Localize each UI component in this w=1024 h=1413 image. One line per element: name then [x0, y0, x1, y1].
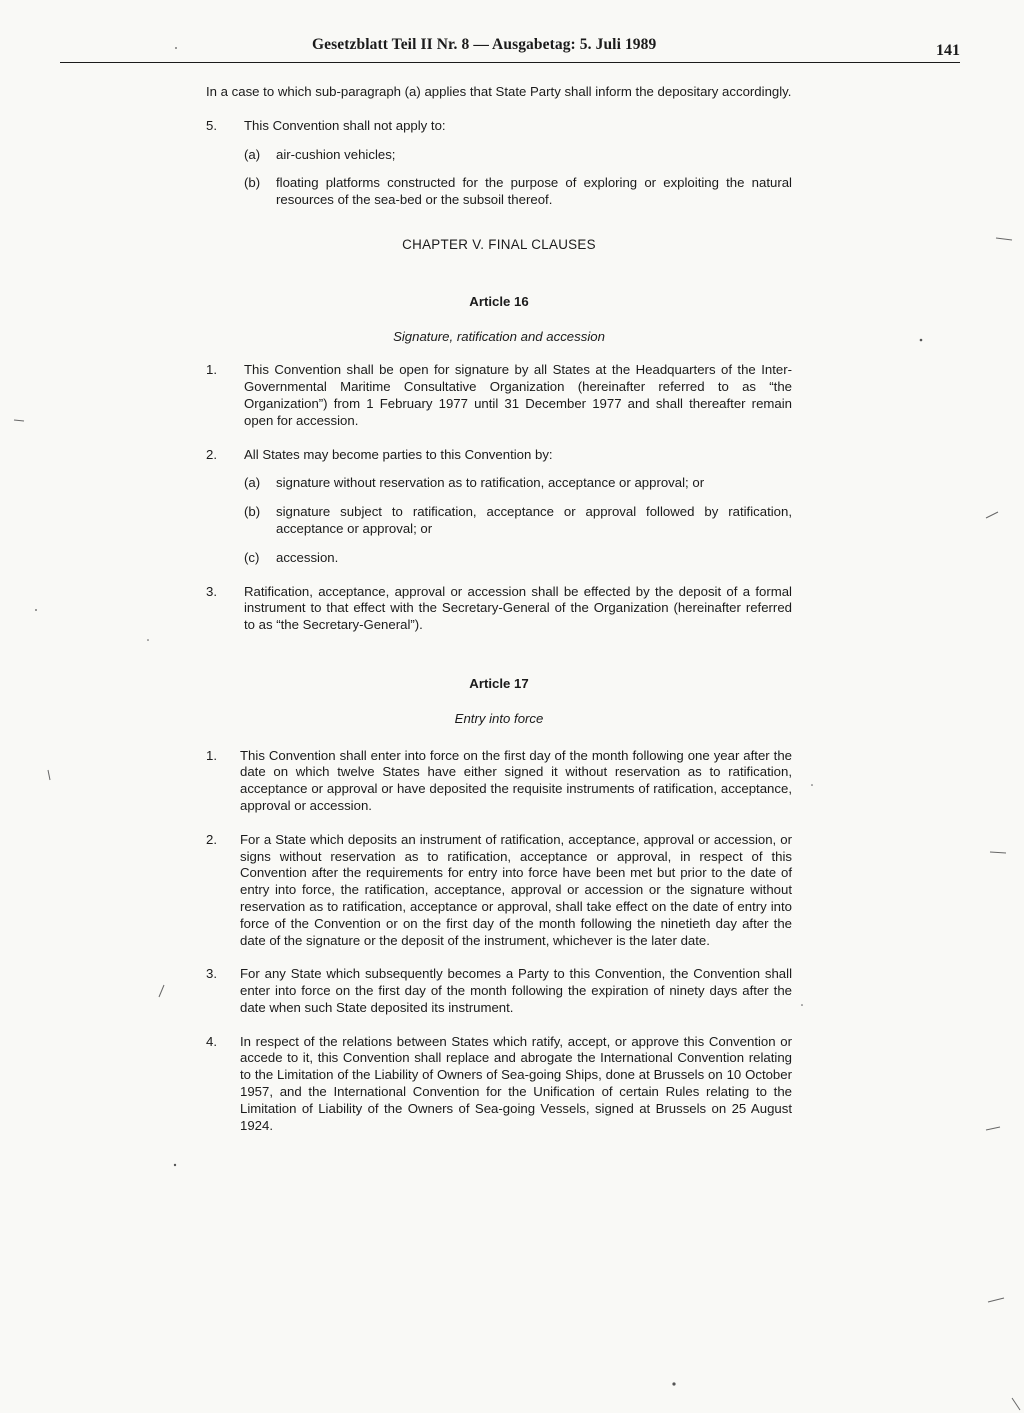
article-17-paragraph-3 — [206, 966, 792, 1016]
article-17-paragraph-4 — [206, 1034, 792, 1135]
item-label: (b) — [244, 175, 261, 191]
article-17-heading: Article 17 — [469, 675, 529, 691]
item-text: accession. — [276, 549, 339, 565]
scan-speck — [801, 1004, 803, 1006]
paragraph-text: For a State which deposits an instrument of ratification, acceptance, approval or accession, or signs without reservation as to ratification, acceptance or approval, in respect of this Convention after the requirements for entry into force have been met but prior to the date of entry into force, the ratification, acceptance, approval or accession or the signature without reservation as to ratification, acceptance or approval, shall take effect on the date of entry into force of the Convention or on the first day of the month following the ninetieth day after the date of the signature or the deposit of the instrument, whichever is the later date. — [240, 831, 792, 948]
scan-speck — [811, 784, 813, 786]
scan-mark — [48, 770, 50, 780]
header-rule — [60, 62, 960, 63]
scan-mark — [1012, 1398, 1020, 1410]
paragraph-text: For any State which subsequently becomes a Party to this Convention, the Convention shall enter into force on the first day of the month following the expiration of ninety days after the date when such State deposited its instrument. — [240, 966, 792, 1015]
item-label: (a) — [244, 146, 261, 162]
page-number: 141 — [936, 42, 960, 59]
list-item-2a — [244, 475, 792, 492]
paragraph-text: All States may become parties to this Convention by: — [244, 446, 553, 462]
item-text: air-cushion vehicles; — [276, 146, 396, 162]
intro-paragraph: In a case to which sub-paragraph (a) applies that State Party shall inform the depositary accordingly. — [206, 84, 792, 99]
document-body — [206, 84, 792, 1151]
list-item-5b — [244, 175, 792, 209]
paragraph-number: 2. — [206, 831, 217, 847]
item-label: (a) — [244, 475, 261, 491]
scan-mark — [990, 852, 1006, 853]
paragraph-number: 5. — [206, 117, 217, 133]
paragraph-text: This Convention shall be open for signature by all States at the Headquarters of the Inter-Governmental Maritime Consultative Organization (hereinafter referred to as “the Organization”) from 1 February 1977 until 31 December 1977 and shall thereafter remain open for accession. — [244, 362, 792, 428]
scan-mark — [986, 512, 998, 518]
paragraph-number: 3. — [206, 966, 217, 982]
paragraph-5 — [206, 118, 792, 135]
paragraph-text: This Convention shall not apply to: — [244, 117, 446, 133]
scan-speck — [672, 1382, 675, 1385]
paragraph-text: This Convention shall enter into force on the first day of the month following one year after the date on which twelve States have either signed it without reservation as to ratification, acceptance or approval or have deposited the requisite instruments of ratification, acceptance, approval or accession. — [240, 747, 792, 813]
paragraph-text: In respect of the relations between States which ratify, accept, or approve this Convention or accede to it, this Convention shall replace and abrogate the International Convention relating to the Limitation of the Liability of Owners of Sea-going Ships, done at Brussels on 10 October 1957, and the International Convention for the Unification of certain Rules relating to the Limitation of Liability of the Owners of Sea-going Vessels, signed at Brussels on 25 August 1924. — [240, 1033, 792, 1133]
item-text: signature subject to ratification, acceptance or approval followed by ratification, acceptance or approval; or — [276, 504, 792, 536]
list-item-2c — [244, 550, 792, 567]
scan-speck — [174, 1164, 176, 1166]
paragraph-text: Ratification, acceptance, approval or accession shall be effected by the deposit of a formal instrument to that effect with the Secretary-General of the Organization (hereinafter referred to as “the Secretary-General”). — [244, 583, 792, 633]
item-label: (b) — [244, 504, 261, 520]
list-item-2b — [244, 504, 792, 538]
paragraph-number: 4. — [206, 1033, 217, 1049]
page-header — [60, 36, 960, 64]
article-16-paragraph-2 — [206, 447, 792, 464]
paragraph-number: 1. — [206, 747, 217, 763]
chapter-heading: CHAPTER V. FINAL CLAUSES — [402, 236, 596, 252]
article-16-title: Signature, ratification and accession — [393, 328, 605, 344]
scan-mark — [996, 238, 1012, 240]
scan-speck — [35, 609, 37, 611]
scan-mark — [159, 985, 164, 997]
scan-mark — [14, 420, 24, 421]
scan-mark — [988, 1298, 1004, 1302]
article-17-title: Entry into force — [454, 710, 544, 726]
paragraph-number: 2. — [206, 446, 217, 462]
scan-speck — [920, 339, 923, 342]
scan-speck — [147, 639, 149, 641]
article-17-paragraph-1 — [206, 748, 792, 815]
article-16-heading: Article 16 — [469, 293, 529, 309]
item-label: (c) — [244, 549, 260, 565]
article-16-paragraph-3 — [206, 584, 792, 634]
article-16-paragraph-1 — [206, 362, 792, 429]
item-text: floating platforms constructed for the purpose of exploring or exploiting the natural resources of the sea-bed or the subsoil thereof. — [276, 175, 792, 208]
list-item-5a — [244, 147, 792, 164]
article-17-paragraph-2 — [206, 832, 792, 950]
paragraph-number: 3. — [206, 583, 217, 599]
running-title: Gesetzblatt Teil II Nr. 8 — Ausgabetag: 5. Juli 1989 — [312, 36, 657, 53]
item-text: signature without reservation as to ratification, acceptance or approval; or — [276, 475, 705, 491]
paragraph-number: 1. — [206, 362, 217, 378]
scan-mark — [986, 1127, 1000, 1130]
